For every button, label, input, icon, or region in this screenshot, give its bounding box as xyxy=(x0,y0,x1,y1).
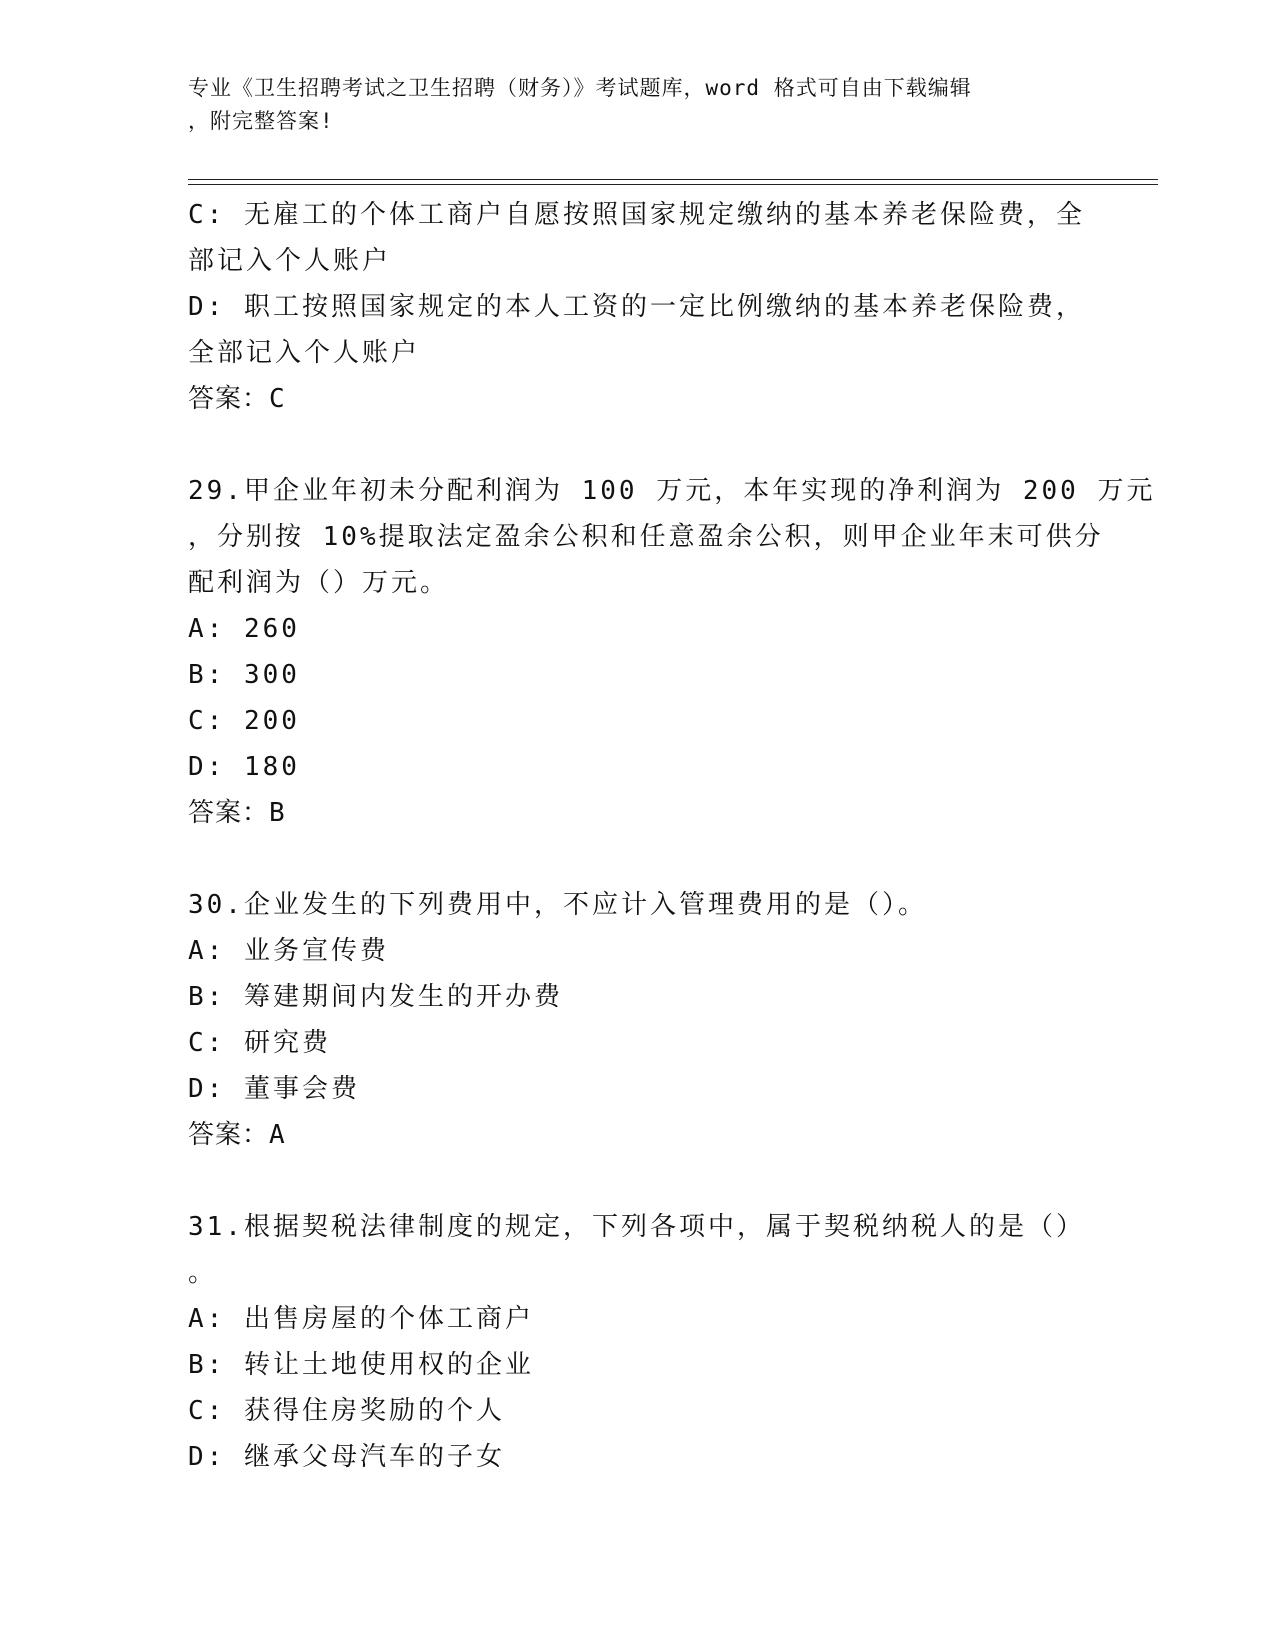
option-b: B: 300 xyxy=(188,660,300,690)
answer-line xyxy=(188,376,1088,422)
answer-label: 答案： xyxy=(188,798,270,828)
answer-label: 答案： xyxy=(188,1120,270,1150)
option-c: C: 研究费 xyxy=(188,1028,331,1058)
option-a: A: 出售房屋的个体工商户 xyxy=(188,1304,534,1334)
answer-line xyxy=(188,1112,1088,1158)
header-line-2: ，附完整答案! xyxy=(188,109,334,133)
answer-value: B xyxy=(269,798,286,828)
option-b: B: 筹建期间内发生的开办费 xyxy=(188,982,563,1012)
question-stem-line: 29.甲企业年初未分配利润为 100 万元，本年实现的净利润为 200 万元 xyxy=(188,476,1156,506)
option-d: D: 180 xyxy=(188,752,300,782)
option-c: C: 200 xyxy=(188,706,300,736)
document-header xyxy=(188,72,1088,138)
option-a: A: 业务宣传费 xyxy=(188,936,389,966)
option-line: C: 无雇工的个体工商户自愿按照国家规定缴纳的基本养老保险费，全 xyxy=(188,200,1085,230)
option-c: C: 获得住房奖励的个人 xyxy=(188,1396,505,1426)
document-body xyxy=(188,192,1156,1480)
header-line-1: 专业《卫生招聘考试之卫生招聘（财务）》考试题库，word 格式可自由下载编辑 xyxy=(188,76,972,100)
header-divider-bottom xyxy=(188,184,1158,185)
option-b: B: 转让土地使用权的企业 xyxy=(188,1350,534,1380)
header-divider-top xyxy=(188,179,1158,180)
question-28-continuation xyxy=(188,192,1088,422)
question-stem-line: 30.企业发生的下列费用中，不应计入管理费用的是（）。 xyxy=(188,890,927,920)
spacer xyxy=(188,836,1088,882)
question-stem-line: 。 xyxy=(188,1258,218,1288)
option-d: D: 继承父母汽车的子女 xyxy=(188,1442,505,1472)
option-d: D: 董事会费 xyxy=(188,1074,360,1104)
question-30 xyxy=(188,882,1088,1158)
spacer xyxy=(188,422,1088,468)
option-line: 全部记入个人账户 xyxy=(188,338,421,368)
option-line: 部记入个人账户 xyxy=(188,246,392,276)
question-stem-line: 31.根据契税法律制度的规定，下列各项中，属于契税纳税人的是（） xyxy=(188,1212,1085,1242)
question-stem-line: 配利润为（）万元。 xyxy=(188,568,450,598)
answer-label: 答案： xyxy=(188,384,270,414)
answer-value: C xyxy=(269,384,286,414)
answer-value: A xyxy=(269,1120,286,1150)
option-line: D: 职工按照国家规定的本人工资的一定比例缴纳的基本养老保险费， xyxy=(188,292,1085,322)
question-31 xyxy=(188,1204,1088,1480)
spacer xyxy=(188,1158,1088,1204)
question-stem-line: ，分别按 10%提取法定盈余公积和任意盈余公积，则甲企业年末可供分 xyxy=(188,522,1104,552)
answer-line xyxy=(188,790,1088,836)
question-29 xyxy=(188,468,1156,836)
option-a: A: 260 xyxy=(188,614,300,644)
